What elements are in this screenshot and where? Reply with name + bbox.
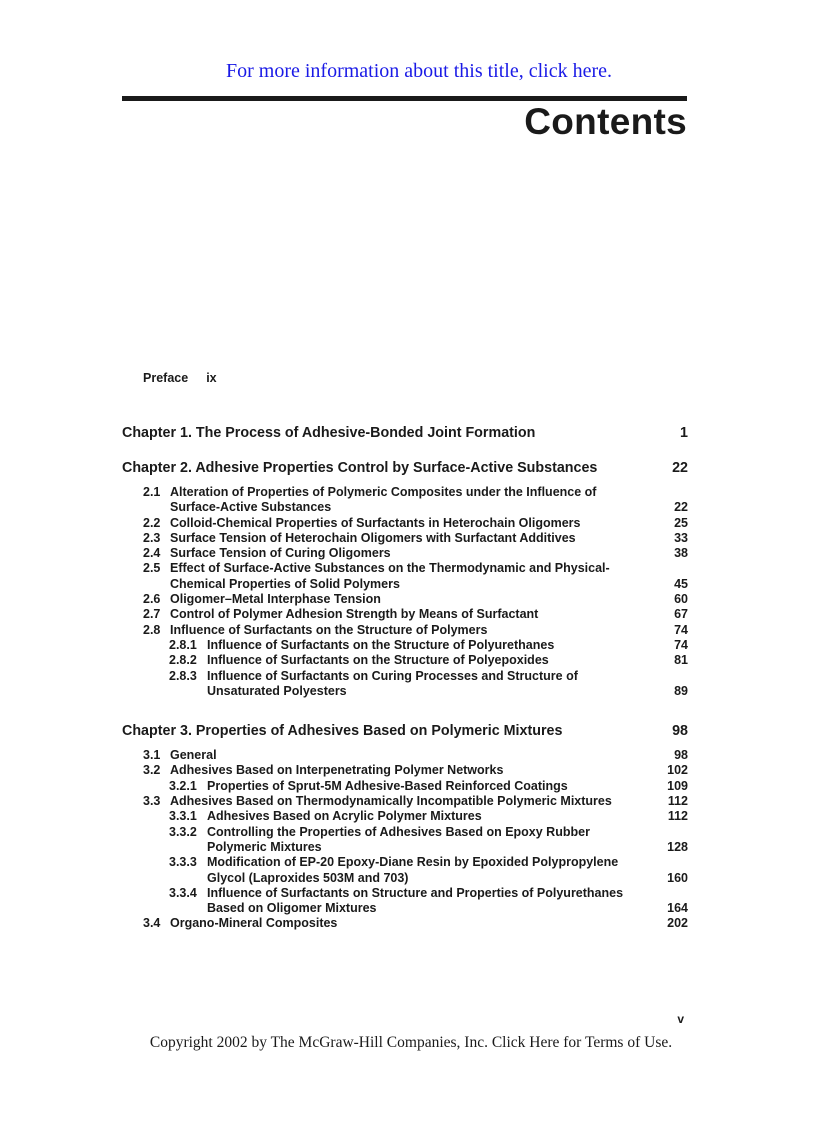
page-title: Contents [524, 101, 687, 142]
toc-entry[interactable] [122, 592, 688, 607]
toc-entry[interactable] [122, 561, 688, 592]
toc-entry[interactable] [122, 916, 688, 931]
section-page: 128 [667, 839, 688, 854]
toc-entry[interactable] [122, 546, 688, 561]
section-page: 81 [674, 653, 688, 668]
section-number: 2.7 [143, 607, 161, 622]
section-title: Influence of Surfactants on Structure and Properties of Polyurethanes Based on Oligomer Mixtures [207, 885, 624, 916]
section-number: 3.3.4 [169, 885, 197, 900]
section-number: 2.8.1 [169, 637, 197, 652]
section-number: 3.1 [143, 748, 161, 763]
section-title: Influence of Surfactants on the Structure of Polymers [170, 622, 488, 637]
toc-subentry[interactable] [122, 653, 688, 668]
table-of-contents [122, 425, 688, 932]
section-title: Alteration of Properties of Polymeric Composites under the Influence of Surface-Active Substances [170, 485, 597, 515]
section-title: Properties of Sprut-5M Adhesive-Based Reinforced Coatings [207, 778, 568, 793]
section-page: 98 [674, 748, 688, 763]
section-title: Adhesives Based on Acrylic Polymer Mixtures [207, 809, 482, 824]
section-number: 2.4 [143, 546, 161, 561]
section-page: 38 [674, 546, 688, 561]
section-title: Adhesives Based on Interpenetrating Polymer Networks [170, 763, 504, 778]
section-page: 74 [674, 622, 688, 637]
section-page: 33 [674, 530, 688, 545]
section-page: 109 [667, 778, 688, 793]
section-number: 3.3.1 [169, 809, 197, 824]
section-title: Adhesives Based on Thermodynamically Incompatible Polymeric Mixtures [170, 794, 612, 809]
page-folio: v [677, 1012, 684, 1026]
section-title: Control of Polymer Adhesion Strength by Means of Surfactant [170, 607, 539, 622]
chapter-3-entry[interactable] [122, 723, 688, 740]
section-title: Colloid-Chemical Properties of Surfactants in Heterochain Oligomers [170, 515, 581, 530]
section-number: 3.2.1 [169, 778, 197, 793]
section-title: Controlling the Properties of Adhesives Based on Epoxy Rubber Polymeric Mixtures [207, 824, 590, 854]
toc-entry[interactable] [122, 531, 688, 546]
section-title: General [170, 748, 217, 763]
chapter-title: Chapter 1. The Process of Adhesive-Bonded Joint Formation [122, 425, 536, 441]
section-number: 3.3 [143, 794, 161, 809]
toc-entry[interactable] [122, 485, 688, 516]
toc-subentry[interactable] [122, 855, 688, 886]
section-title: Influence of Surfactants on the Structure of Polyepoxides [207, 653, 549, 668]
section-page: 112 [667, 809, 688, 824]
section-number: 2.8 [143, 622, 161, 637]
preface-label: Preface [143, 371, 189, 385]
copyright-footer[interactable]: Copyright 2002 by The McGraw-Hill Companies, Inc. Click Here for Terms of Use. [149, 1034, 673, 1051]
toc-subentry[interactable] [122, 825, 688, 856]
section-page: 45 [674, 576, 688, 591]
section-title: Surface Tension of Curing Oligomers [170, 546, 391, 561]
section-title: Influence of Surfactants on Curing Processes and Structure of Unsaturated Polyesters [207, 668, 578, 698]
section-title: Oligomer–Metal Interphase Tension [170, 592, 381, 607]
chapter-page: 98 [672, 723, 688, 740]
preface-page: ix [206, 371, 217, 385]
section-number: 3.4 [143, 916, 161, 931]
chapter-2-entry[interactable] [122, 460, 688, 477]
section-page: 22 [674, 500, 688, 515]
chapter-page: 1 [680, 425, 688, 441]
more-info-link[interactable]: For more information about this title, click here. [225, 60, 612, 82]
section-page: 25 [674, 515, 688, 530]
toc-entry[interactable] [122, 516, 688, 531]
chapter-title: Chapter 3. Properties of Adhesives Based on Polymeric Mixtures [122, 723, 563, 740]
toc-subentry[interactable] [122, 779, 688, 794]
section-title: Modification of EP-20 Epoxy-Diane Resin by Epoxided Polypropylene Glycol (Laproxides 503M and 703) [207, 855, 619, 885]
chapter-2-sections [122, 485, 688, 699]
section-title: Organo-Mineral Composites [170, 916, 338, 931]
toc-entry[interactable] [122, 794, 688, 809]
section-number: 2.3 [143, 530, 161, 545]
section-number: 2.2 [143, 515, 161, 530]
toc-subentry[interactable] [122, 886, 688, 917]
toc-entry[interactable] [122, 607, 688, 622]
section-number: 2.1 [143, 485, 161, 499]
section-title: Surface Tension of Heterochain Oligomers with Surfactant Additives [170, 530, 576, 545]
section-number: 3.3.2 [169, 824, 197, 839]
section-page: 89 [674, 683, 688, 698]
section-number: 2.8.3 [169, 668, 197, 683]
toc-subentry[interactable] [122, 669, 688, 700]
toc-entry[interactable] [122, 748, 688, 763]
toc-entry[interactable] [122, 623, 688, 638]
preface-entry[interactable] [143, 371, 217, 385]
section-title: Influence of Surfactants on the Structure of Polyurethanes [207, 637, 555, 652]
section-number: 2.5 [143, 561, 161, 576]
section-page: 164 [667, 901, 688, 916]
section-number: 3.2 [143, 763, 161, 778]
section-page: 60 [674, 592, 688, 607]
section-number: 2.6 [143, 592, 161, 607]
section-page: 160 [667, 870, 688, 885]
section-number: 2.8.2 [169, 653, 197, 668]
section-number: 3.3.3 [169, 855, 197, 870]
toc-subentry[interactable] [122, 638, 688, 653]
section-page: 112 [667, 794, 688, 809]
section-page: 102 [667, 763, 688, 778]
toc-subentry[interactable] [122, 809, 688, 824]
section-page: 74 [674, 637, 688, 652]
chapter-1-entry[interactable] [122, 425, 688, 442]
section-page: 67 [674, 607, 688, 622]
toc-entry[interactable] [122, 763, 688, 778]
section-page: 202 [667, 916, 688, 931]
section-title: Effect of Surface-Active Substances on the Thermodynamic and Physical-Chemical Properties of Solid Polymers [170, 561, 610, 591]
chapter-3-sections [122, 748, 688, 932]
chapter-page: 22 [672, 460, 688, 476]
chapter-title: Chapter 2. Adhesive Properties Control by Surface-Active Substances [122, 460, 598, 476]
